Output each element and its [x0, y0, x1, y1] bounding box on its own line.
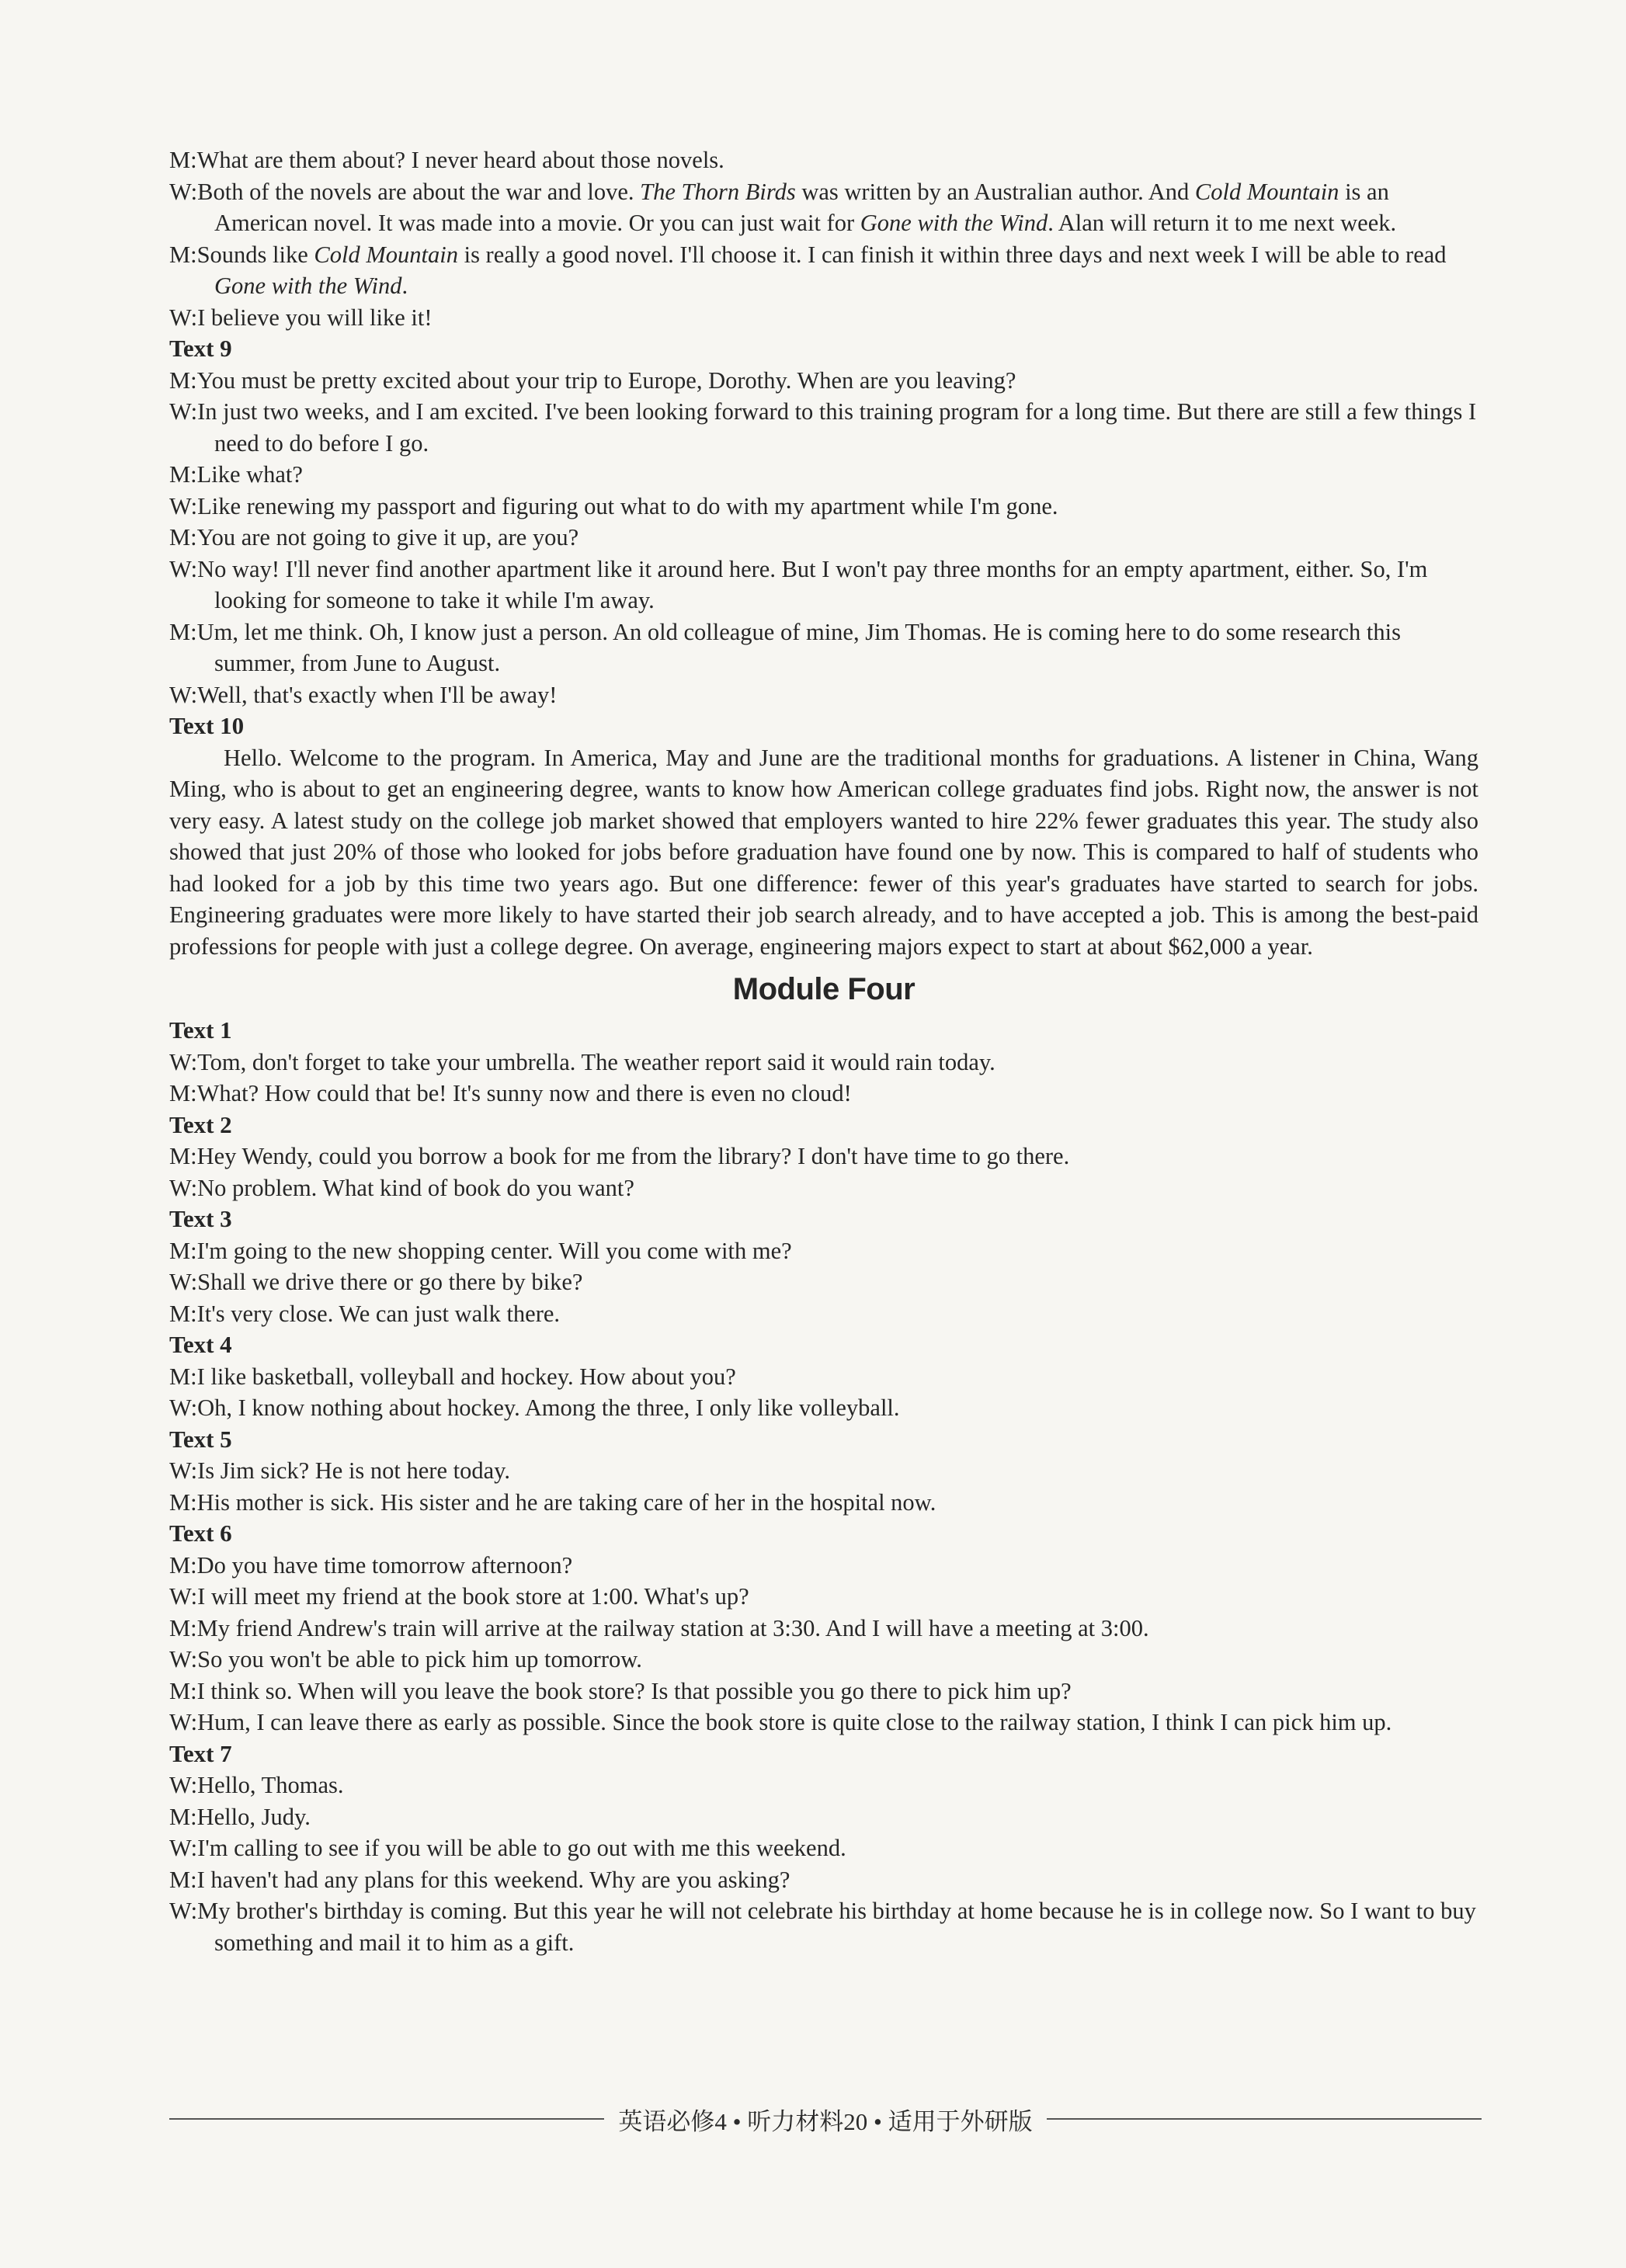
dialogue-line: M:My friend Andrew's train will arrive at the railway station at 3:30. And I will have a meeting at 3:00. [169, 1614, 1149, 1641]
dialogue-line [169, 176, 1478, 239]
section-heading: Text 4 [169, 1331, 232, 1358]
dialogue-line: M:You are not going to give it up, are you? [169, 524, 579, 551]
section-heading: Text 3 [169, 1205, 232, 1232]
dialogue-line: M:I haven't had any plans for this weekend. Why are you asking? [169, 1866, 790, 1893]
section-heading: Text 5 [169, 1425, 232, 1453]
dialogue-line: W:Like renewing my passport and figuring out what to do with my apartment while I'm gone. [169, 492, 1058, 519]
dialogue-line: W:My brother's birthday is coming. But this year he will not celebrate his birthday at home because he is in college now. So I want to buy something and mail it to him as a gift. [169, 1898, 1476, 1956]
book-title: The Thorn Birds [640, 178, 796, 205]
dialogue-line: W:Oh, I know nothing about hockey. Among the three, I only like volleyball. [169, 1394, 900, 1421]
dialogue-line: W:Hum, I can leave there as early as possible. Since the book store is quite close to the railway station, I think I can pick him up. [169, 1709, 1392, 1735]
section-heading: Text 7 [169, 1739, 232, 1767]
footer-rule-right [1047, 2118, 1482, 2120]
footer-text: 英语必修4 • 听力材料20 • 适用于外研版 [618, 2107, 1033, 2135]
dialogue-line: M:It's very close. We can just walk there. [169, 1300, 561, 1327]
section-heading: Text 2 [169, 1110, 232, 1138]
book-title: Gone with the Wind [214, 273, 402, 299]
dialogue-line: M:His mother is sick. His sister and he are taking care of her in the hospital now. [169, 1488, 936, 1516]
dialogue-line: M:Hey Wendy, could you borrow a book for me from the library? I don't have time to go there. [169, 1143, 1070, 1169]
page-footer [169, 2101, 1482, 2137]
section-heading: Text 6 [169, 1520, 232, 1547]
dialogue-line: M:Like what? [169, 461, 303, 488]
dialogue-line: M:I think so. When will you leave the book store? Is that possible you go there to pick him up? [169, 1677, 1072, 1704]
dialogue-line: W:No way! I'll never find another apartment like it around here. But I won't pay three months for an empty apartment, either. So, I'm looking for someone to take it while I'm away. [169, 555, 1428, 613]
dialogue-line: W:No problem. What kind of book do you want? [169, 1174, 634, 1201]
text-run: is an American novel. It was made into a movie. Or you can just wait for [214, 178, 1389, 236]
page-content [169, 144, 1478, 1958]
text-run: W:Both of the novels are about the war and love. [169, 178, 641, 205]
dialogue-line: W:So you won't be able to pick him up tomorrow. [169, 1646, 642, 1672]
book-title: Cold Mountain [314, 241, 458, 268]
dialogue-line: M:I like basketball, volleyball and hockey. How about you? [169, 1363, 736, 1390]
dialogue-line: W:Hello, Thomas. [169, 1772, 344, 1798]
dialogue-line: M:I'm going to the new shopping center. Will you come with me? [169, 1237, 792, 1264]
dialogue-line: M:Do you have time tomorrow afternoon? [169, 1551, 573, 1579]
dialogue-line: W:Well, that's exactly when I'll be away! [169, 681, 558, 708]
dialogue-line: M:What? How could that be! It's sunny now and there is even no cloud! [169, 1080, 852, 1106]
footer-rule-left [169, 2118, 604, 2120]
text-run: . Alan will return it to me next week. [1048, 210, 1397, 236]
monologue-paragraph: Hello. Welcome to the program. In America, May and June are the traditional months for graduations. A listener in China, Wang Ming, who is about to get an engineering degree, wants to know how American college graduates find jobs. Right now, the answer is not very easy. A latest study on the college job market showed that employers wanted to hire 22% fewer graduates this year. The study also showed that just 20% of those who looked for jobs before graduation have found one by now. This is compared to half of students who had looked for a job by this time two years ago. But one difference: fewer of this year's graduates have started to search for jobs. Engineering graduates were more likely to have started their job search already, and to have accepted a job. This is among the best-paid professions for people with just a college degree. On average, engineering majors expect to start at about $62,000 a year. [169, 744, 1478, 960]
dialogue-line: W:I believe you will like it! [169, 304, 433, 331]
text-run: M:Sounds like [169, 241, 314, 268]
section-heading: Text 9 [169, 335, 232, 362]
dialogue-line: M:Hello, Judy. [169, 1803, 311, 1830]
dialogue-line: W:Is Jim sick? He is not here today. [169, 1457, 511, 1484]
dialogue-line: W:I will meet my friend at the book store at 1:00. What's up? [169, 1583, 749, 1610]
dialogue-line: M:Um, let me think. Oh, I know just a person. An old colleague of mine, Jim Thomas. He is coming here to do some research this summer, from June to August. [169, 618, 1401, 676]
section-heading: Text 1 [169, 1016, 232, 1044]
dialogue-line: W:In just two weeks, and I am excited. I've been looking forward to this training program for a long time. But there are still a few things I need to do before I go. [169, 398, 1477, 457]
text-run: is really a good novel. I'll choose it. I can finish it within three days and next week I will be able to read [457, 241, 1447, 268]
dialogue-line: M:What are them about? I never heard about those novels. [169, 147, 724, 173]
dialogue-line: W:I'm calling to see if you will be able to go out with me this weekend. [169, 1835, 846, 1861]
module-title: Module Four [732, 972, 915, 1006]
book-title: Cold Mountain [1194, 178, 1339, 205]
dialogue-line: W:Shall we drive there or go there by bike? [169, 1269, 583, 1295]
section-heading: Text 10 [169, 712, 245, 739]
text-run: was written by an Australian author. And [795, 178, 1195, 205]
dialogue-line: W:Tom, don't forget to take your umbrella. The weather report said it would rain today. [169, 1048, 995, 1075]
text-run: . [401, 273, 408, 299]
book-title: Gone with the Wind [860, 210, 1048, 236]
dialogue-line [169, 239, 1478, 302]
dialogue-line: M:You must be pretty excited about your trip to Europe, Dorothy. When are you leaving? [169, 366, 1016, 394]
